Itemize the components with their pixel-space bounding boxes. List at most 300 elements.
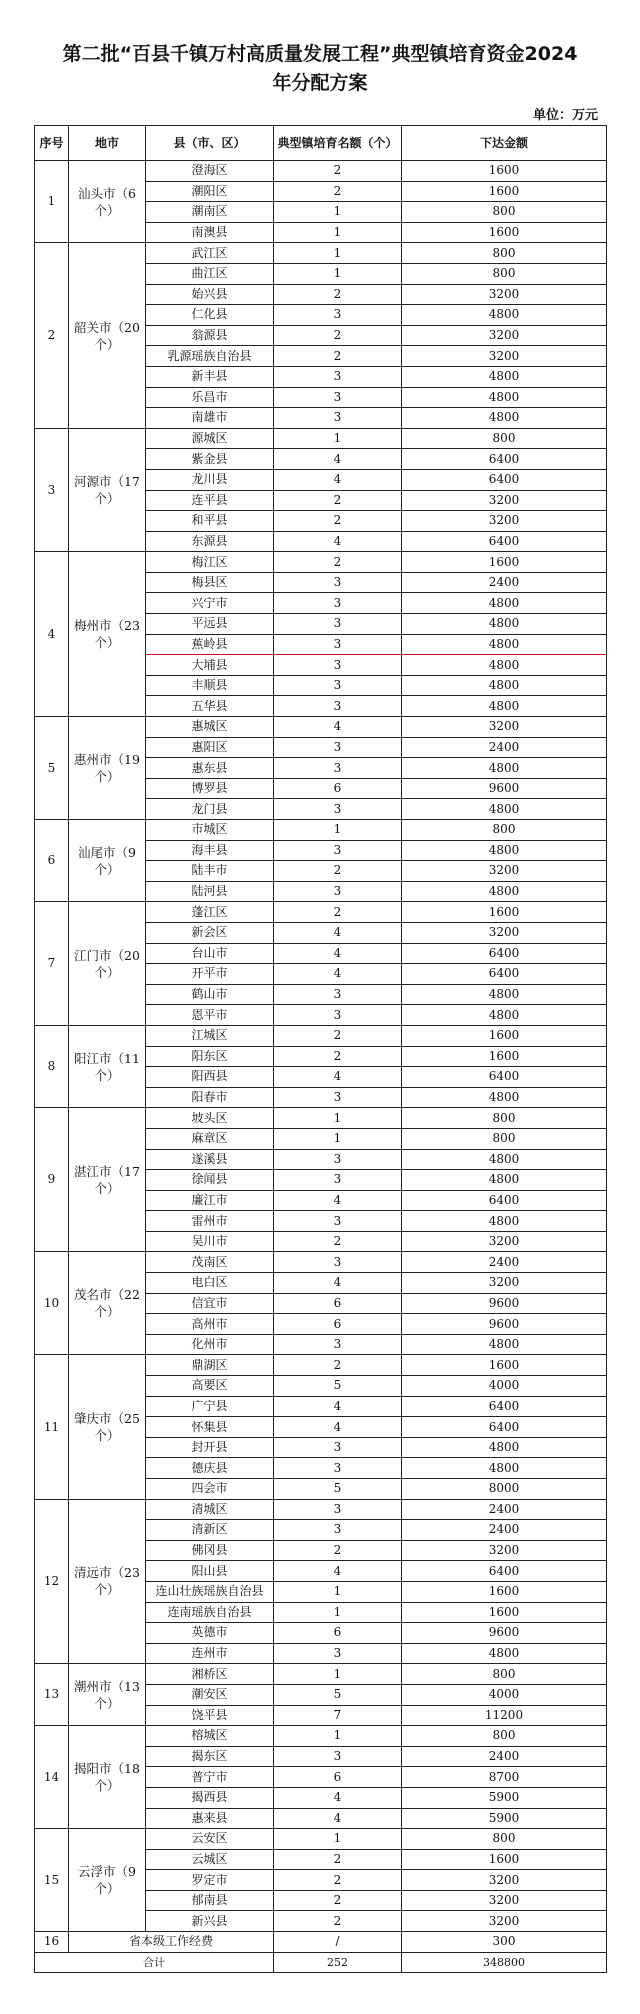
table-row (35, 1025, 607, 1046)
group-city-cell: 韶关市（20个） (69, 243, 146, 428)
towns-cell: 3 (274, 387, 402, 408)
group-city-cell: 云浮市（9个） (69, 1829, 146, 1932)
towns-cell: 2 (274, 1849, 402, 1870)
towns-cell: 4 (274, 717, 402, 738)
county-cell: 连南瑶族自治县 (146, 1602, 274, 1623)
county-cell: 恩平市 (146, 1005, 274, 1026)
county-cell: 罗定市 (146, 1870, 274, 1891)
county-cell: 广宁县 (146, 1396, 274, 1417)
county-cell: 乐昌市 (146, 387, 274, 408)
group-seq-cell: 6 (35, 820, 69, 902)
amount-cell: 6400 (402, 1067, 607, 1088)
unit-label: 单位：万元 (532, 108, 598, 123)
towns-cell: 3 (274, 1437, 402, 1458)
amount-cell: 3200 (402, 1231, 607, 1252)
county-cell: 连州市 (146, 1643, 274, 1664)
towns-cell: 3 (274, 1643, 402, 1664)
amount-cell: 6400 (402, 964, 607, 985)
county-cell: 江城区 (146, 1025, 274, 1046)
total-row (35, 1952, 607, 1973)
amount-cell: 4000 (402, 1684, 607, 1705)
towns-cell: 6 (274, 1623, 402, 1644)
amount-cell: 800 (402, 428, 607, 449)
towns-cell: 4 (274, 469, 402, 490)
county-cell: 云城区 (146, 1849, 274, 1870)
county-cell: 阳东区 (146, 1046, 274, 1067)
group-city-cell: 肇庆市（25个） (69, 1355, 146, 1499)
group-city-cell: 潮州市（13个） (69, 1664, 146, 1726)
county-cell: 惠来县 (146, 1808, 274, 1829)
amount-cell: 11200 (402, 1705, 607, 1726)
group-seq-cell: 5 (35, 717, 69, 820)
provincial-seq-cell: 16 (35, 1932, 69, 1953)
amount-cell: 800 (402, 202, 607, 223)
amount-cell: 4800 (402, 1437, 607, 1458)
provincial-amount-cell: 300 (402, 1932, 607, 1953)
amount-cell: 3200 (402, 1540, 607, 1561)
county-cell: 阳山县 (146, 1561, 274, 1582)
table-row (35, 1726, 607, 1747)
towns-cell: 2 (274, 1355, 402, 1376)
amount-cell: 800 (402, 1664, 607, 1685)
county-cell: 梅江区 (146, 552, 274, 573)
amount-cell: 1600 (402, 222, 607, 243)
amount-cell: 9600 (402, 1623, 607, 1644)
table-row (35, 1499, 607, 1520)
table-row (35, 820, 607, 841)
county-cell: 德庆县 (146, 1458, 274, 1479)
towns-cell: 6 (274, 1767, 402, 1788)
towns-cell: 3 (274, 655, 402, 676)
county-cell: 潮南区 (146, 202, 274, 223)
amount-cell: 800 (402, 1726, 607, 1747)
county-cell: 源城区 (146, 428, 274, 449)
table-row (35, 1252, 607, 1273)
towns-cell: 3 (274, 799, 402, 820)
county-cell: 茂南区 (146, 1252, 274, 1273)
header-amount: 下达金额 (402, 126, 607, 161)
amount-cell: 4800 (402, 984, 607, 1005)
towns-cell: 3 (274, 984, 402, 1005)
group-seq-cell: 7 (35, 902, 69, 1026)
county-cell: 新丰县 (146, 366, 274, 387)
towns-cell: 2 (274, 490, 402, 511)
amount-cell: 4800 (402, 305, 607, 326)
towns-cell: 4 (274, 1273, 402, 1294)
county-cell: 新兴县 (146, 1911, 274, 1932)
group-city-cell: 汕尾市（9个） (69, 820, 146, 902)
towns-cell: 1 (274, 820, 402, 841)
title-line-1: 第二批“百县千镇万村高质量发展工程”典型镇培育资金2024 (62, 43, 578, 65)
amount-cell: 4800 (402, 1005, 607, 1026)
county-cell: 潮安区 (146, 1684, 274, 1705)
county-cell: 遂溪县 (146, 1149, 274, 1170)
towns-cell: 2 (274, 161, 402, 182)
amount-cell: 6400 (402, 943, 607, 964)
county-cell: 揭西县 (146, 1787, 274, 1808)
amount-cell: 4800 (402, 1643, 607, 1664)
towns-cell: 4 (274, 1561, 402, 1582)
county-cell: 惠东县 (146, 758, 274, 779)
county-cell: 阳春市 (146, 1087, 274, 1108)
towns-cell: 2 (274, 346, 402, 367)
group-seq-cell: 8 (35, 1025, 69, 1107)
towns-cell: 1 (274, 1581, 402, 1602)
county-cell: 海丰县 (146, 840, 274, 861)
amount-cell: 2400 (402, 572, 607, 593)
towns-cell: 1 (274, 1726, 402, 1747)
title-line-2: 年分配方案 (272, 72, 368, 94)
total-label-cell: 合计 (35, 1952, 274, 1973)
group-seq-cell: 11 (35, 1355, 69, 1499)
amount-cell: 4800 (402, 1087, 607, 1108)
amount-cell: 2400 (402, 1746, 607, 1767)
county-cell: 榕城区 (146, 1726, 274, 1747)
county-cell: 雷州市 (146, 1211, 274, 1232)
document-title (0, 40, 640, 98)
amount-cell: 4800 (402, 1170, 607, 1191)
county-cell: 麻章区 (146, 1128, 274, 1149)
county-cell: 徐闻县 (146, 1170, 274, 1191)
group-seq-cell: 1 (35, 161, 69, 243)
county-cell: 和平县 (146, 511, 274, 532)
towns-cell: 2 (274, 1870, 402, 1891)
county-cell: 平远县 (146, 614, 274, 635)
amount-cell: 2400 (402, 1252, 607, 1273)
amount-cell: 4800 (402, 634, 607, 655)
amount-cell: 4800 (402, 696, 607, 717)
amount-cell: 5900 (402, 1808, 607, 1829)
amount-cell: 4800 (402, 840, 607, 861)
amount-cell: 6400 (402, 1417, 607, 1438)
amount-cell: 3200 (402, 325, 607, 346)
amount-cell: 2400 (402, 1499, 607, 1520)
amount-cell: 3200 (402, 1870, 607, 1891)
towns-cell: 3 (274, 366, 402, 387)
table-row (35, 1108, 607, 1129)
towns-cell: 6 (274, 1314, 402, 1335)
amount-cell: 4800 (402, 1149, 607, 1170)
towns-cell: 2 (274, 1025, 402, 1046)
county-cell: 台山市 (146, 943, 274, 964)
towns-cell: 5 (274, 1684, 402, 1705)
amount-cell: 1600 (402, 1602, 607, 1623)
amount-cell: 4800 (402, 1458, 607, 1479)
towns-cell: 3 (274, 572, 402, 593)
towns-cell: 1 (274, 1602, 402, 1623)
amount-cell: 9600 (402, 1293, 607, 1314)
table-row (35, 428, 607, 449)
towns-cell: 3 (274, 737, 402, 758)
county-cell: 五华县 (146, 696, 274, 717)
towns-cell: 2 (274, 552, 402, 573)
towns-cell: 2 (274, 1911, 402, 1932)
amount-cell: 4800 (402, 1211, 607, 1232)
towns-cell: 3 (274, 881, 402, 902)
amount-cell: 3200 (402, 1273, 607, 1294)
county-cell: 惠阳区 (146, 737, 274, 758)
table-row (35, 1664, 607, 1685)
towns-cell: 3 (274, 1334, 402, 1355)
group-city-cell: 河源市（17个） (69, 428, 146, 552)
county-cell: 陆丰市 (146, 861, 274, 882)
county-cell: 龙川县 (146, 469, 274, 490)
towns-cell: 7 (274, 1705, 402, 1726)
group-seq-cell: 13 (35, 1664, 69, 1726)
amount-cell: 3200 (402, 1890, 607, 1911)
amount-cell: 3200 (402, 284, 607, 305)
towns-cell: 3 (274, 1520, 402, 1541)
amount-cell: 4800 (402, 675, 607, 696)
towns-cell: 6 (274, 1293, 402, 1314)
group-city-cell: 阳江市（11个） (69, 1025, 146, 1107)
towns-cell: 3 (274, 696, 402, 717)
group-city-cell: 汕头市（6个） (69, 161, 146, 243)
group-city-cell: 湛江市（17个） (69, 1108, 146, 1252)
towns-cell: 2 (274, 325, 402, 346)
group-seq-cell: 14 (35, 1726, 69, 1829)
county-cell: 廉江市 (146, 1190, 274, 1211)
amount-cell: 800 (402, 243, 607, 264)
county-cell: 博罗县 (146, 778, 274, 799)
provincial-label-cell: 省本级工作经费 (69, 1932, 274, 1953)
county-cell: 翁源县 (146, 325, 274, 346)
county-cell: 仁化县 (146, 305, 274, 326)
group-seq-cell: 9 (35, 1108, 69, 1252)
county-cell: 市城区 (146, 820, 274, 841)
amount-cell: 8000 (402, 1479, 607, 1500)
towns-cell: 3 (274, 1499, 402, 1520)
amount-cell: 6400 (402, 1190, 607, 1211)
towns-cell: 5 (274, 1376, 402, 1397)
towns-cell: 4 (274, 1787, 402, 1808)
towns-cell: 4 (274, 922, 402, 943)
county-cell: 蓬江区 (146, 902, 274, 923)
towns-cell: 3 (274, 614, 402, 635)
county-cell: 连山壮族瑶族自治县 (146, 1581, 274, 1602)
provincial-row (35, 1932, 607, 1953)
towns-cell: 1 (274, 222, 402, 243)
amount-cell: 1600 (402, 181, 607, 202)
towns-cell: 1 (274, 1108, 402, 1129)
amount-cell: 4800 (402, 881, 607, 902)
amount-cell: 1600 (402, 1355, 607, 1376)
county-cell: 四会市 (146, 1479, 274, 1500)
county-cell: 龙门县 (146, 799, 274, 820)
table-row (35, 552, 607, 573)
county-cell: 坡头区 (146, 1108, 274, 1129)
total-amount-cell: 348800 (402, 1952, 607, 1973)
table-row (35, 1355, 607, 1376)
table-row (35, 243, 607, 264)
amount-cell: 5900 (402, 1787, 607, 1808)
towns-cell: 1 (274, 1829, 402, 1850)
towns-cell: 3 (274, 305, 402, 326)
county-cell: 武江区 (146, 243, 274, 264)
amount-cell: 9600 (402, 1314, 607, 1335)
county-cell: 湘桥区 (146, 1664, 274, 1685)
towns-cell: 1 (274, 202, 402, 223)
towns-cell: 3 (274, 1252, 402, 1273)
amount-cell: 3200 (402, 717, 607, 738)
county-cell: 南澳县 (146, 222, 274, 243)
county-cell: 南雄市 (146, 408, 274, 429)
towns-cell: 2 (274, 861, 402, 882)
county-cell: 普宁市 (146, 1767, 274, 1788)
county-cell: 高要区 (146, 1376, 274, 1397)
amount-cell: 800 (402, 1128, 607, 1149)
amount-cell: 2400 (402, 737, 607, 758)
amount-cell: 4800 (402, 614, 607, 635)
header-towns: 典型镇培育名额（个） (274, 126, 402, 161)
amount-cell: 1600 (402, 161, 607, 182)
county-cell: 清新区 (146, 1520, 274, 1541)
table-row (35, 1829, 607, 1850)
amount-cell: 3200 (402, 511, 607, 532)
amount-cell: 1600 (402, 902, 607, 923)
amount-cell: 4800 (402, 408, 607, 429)
towns-cell: 2 (274, 181, 402, 202)
towns-cell: 4 (274, 1190, 402, 1211)
towns-cell: 4 (274, 531, 402, 552)
amount-cell: 4800 (402, 387, 607, 408)
towns-cell: 4 (274, 1067, 402, 1088)
towns-cell: 4 (274, 1417, 402, 1438)
county-cell: 紫金县 (146, 449, 274, 470)
county-cell: 云安区 (146, 1829, 274, 1850)
group-seq-cell: 4 (35, 552, 69, 717)
table-row (35, 717, 607, 738)
group-city-cell: 揭阳市（18个） (69, 1726, 146, 1829)
county-cell: 澄海区 (146, 161, 274, 182)
towns-cell: 3 (274, 408, 402, 429)
amount-cell: 6400 (402, 469, 607, 490)
table-body (35, 161, 607, 1973)
amount-cell: 1600 (402, 552, 607, 573)
county-cell: 乳源瑶族自治县 (146, 346, 274, 367)
total-towns-cell: 252 (274, 1952, 402, 1973)
county-cell: 高州市 (146, 1314, 274, 1335)
group-seq-cell: 2 (35, 243, 69, 428)
group-city-cell: 江门市（20个） (69, 902, 146, 1026)
towns-cell: 3 (274, 840, 402, 861)
county-cell: 信宜市 (146, 1293, 274, 1314)
header-city: 地市 (69, 126, 146, 161)
county-cell: 兴宁市 (146, 593, 274, 614)
county-cell: 曲江区 (146, 263, 274, 284)
towns-cell: 1 (274, 1128, 402, 1149)
towns-cell: 4 (274, 1396, 402, 1417)
amount-cell: 1600 (402, 1849, 607, 1870)
county-cell: 饶平县 (146, 1705, 274, 1726)
group-seq-cell: 10 (35, 1252, 69, 1355)
amount-cell: 8700 (402, 1767, 607, 1788)
table-row (35, 161, 607, 182)
header-seq: 序号 (35, 126, 69, 161)
group-seq-cell: 15 (35, 1829, 69, 1932)
county-cell: 清城区 (146, 1499, 274, 1520)
county-cell: 阳西县 (146, 1067, 274, 1088)
amount-cell: 6400 (402, 531, 607, 552)
header-county: 县（市、区） (146, 126, 274, 161)
towns-cell: 5 (274, 1479, 402, 1500)
amount-cell: 1600 (402, 1025, 607, 1046)
group-city-cell: 惠州市（19个） (69, 717, 146, 820)
amount-cell: 3200 (402, 1911, 607, 1932)
amount-cell: 3200 (402, 346, 607, 367)
towns-cell: 3 (274, 1458, 402, 1479)
amount-cell: 4800 (402, 799, 607, 820)
towns-cell: 2 (274, 284, 402, 305)
county-cell: 新会区 (146, 922, 274, 943)
amount-cell: 2400 (402, 1520, 607, 1541)
county-cell: 英德市 (146, 1623, 274, 1644)
county-cell: 怀集县 (146, 1417, 274, 1438)
towns-cell: 3 (274, 675, 402, 696)
towns-cell: 3 (274, 593, 402, 614)
towns-cell: 3 (274, 1746, 402, 1767)
amount-cell: 4000 (402, 1376, 607, 1397)
amount-cell: 9600 (402, 778, 607, 799)
towns-cell: 3 (274, 1149, 402, 1170)
towns-cell: 3 (274, 1005, 402, 1026)
county-cell: 开平市 (146, 964, 274, 985)
amount-cell: 6400 (402, 1396, 607, 1417)
county-cell: 吴川市 (146, 1231, 274, 1252)
towns-cell: 3 (274, 1170, 402, 1191)
county-cell: 化州市 (146, 1334, 274, 1355)
amount-cell: 4800 (402, 593, 607, 614)
amount-cell: 800 (402, 263, 607, 284)
towns-cell: 2 (274, 1540, 402, 1561)
towns-cell: 4 (274, 943, 402, 964)
amount-cell: 6400 (402, 449, 607, 470)
group-city-cell: 梅州市（23个） (69, 552, 146, 717)
county-cell: 陆河县 (146, 881, 274, 902)
county-cell: 蕉岭县 (146, 634, 274, 655)
towns-cell: 1 (274, 263, 402, 284)
amount-cell: 1600 (402, 1046, 607, 1067)
county-cell: 始兴县 (146, 284, 274, 305)
towns-cell: 2 (274, 1231, 402, 1252)
county-cell: 电白区 (146, 1273, 274, 1294)
amount-cell: 4800 (402, 1334, 607, 1355)
amount-cell: 1600 (402, 1581, 607, 1602)
county-cell: 东源县 (146, 531, 274, 552)
group-city-cell: 清远市（23个） (69, 1499, 146, 1664)
towns-cell: 3 (274, 758, 402, 779)
amount-cell: 3200 (402, 490, 607, 511)
county-cell: 丰顺县 (146, 675, 274, 696)
towns-cell: 4 (274, 964, 402, 985)
group-seq-cell: 12 (35, 1499, 69, 1664)
amount-cell: 4800 (402, 655, 607, 676)
county-cell: 潮阳区 (146, 181, 274, 202)
towns-cell: 2 (274, 1046, 402, 1067)
towns-cell: 3 (274, 1211, 402, 1232)
county-cell: 惠城区 (146, 717, 274, 738)
county-cell: 鹤山市 (146, 984, 274, 1005)
county-cell: 封开县 (146, 1437, 274, 1458)
group-city-cell: 茂名市（22个） (69, 1252, 146, 1355)
towns-cell: 4 (274, 449, 402, 470)
group-seq-cell: 3 (35, 428, 69, 552)
amount-cell: 3200 (402, 922, 607, 943)
towns-cell: 4 (274, 1808, 402, 1829)
table-header-row (35, 126, 607, 161)
towns-cell: 2 (274, 511, 402, 532)
towns-cell: 2 (274, 902, 402, 923)
